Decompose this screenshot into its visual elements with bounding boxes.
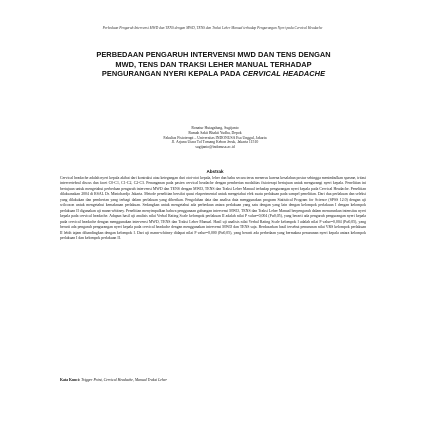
keywords-label: Kata Kunci: xyxy=(60,378,81,382)
title-line-3-emphasis: CERVICAL HEADACHE xyxy=(242,69,326,79)
author-address: Jl. Arjuna Utara Tol Tomang Kebon Jeruk, Jakarta 11510 xyxy=(171,140,259,145)
author-affiliation-hospital: Rumah Sakit Bhakti Yudha, Depok xyxy=(188,130,242,135)
abstract-heading: Abstrak xyxy=(206,169,224,174)
title-line-3: PENGURANGAN NYERI KEPALA PADA xyxy=(101,69,241,79)
author-affiliation-faculty: Fakultas Fisioterapi – Universitas INDONUSA Esa Unggul, Jakarta xyxy=(163,135,267,140)
paper-title xyxy=(46,50,381,79)
title-line-2: MWD, TENS DAN TRAKSI LEHER MANUAL TERHADAP xyxy=(115,59,312,69)
title-line-1: PERBEDAAN PENGARUH INTERVENSI MWD DAN TENS DENGAN xyxy=(96,50,331,59)
keywords-line xyxy=(60,378,366,383)
author-names: Ronatur Hutagalung, Sugijanto xyxy=(191,126,239,130)
author-block xyxy=(150,126,280,150)
keywords-text: Trigger Point, Cervical Headache, Manual Traksi Leher xyxy=(81,378,167,382)
running-head: Perbedaan Pengaruh Intervensi MWD dan TENS dengan MWD, TENS dan Traksi Leher Manual terhadap Pengurangan Nyeri pada Cervical Headache xyxy=(102,26,323,30)
abstract-body: Cervical headache adalah nyeri kepala akibat dari kontraksi atau ketegangan dari otot-otot kepala, leher dan bahu secara terus menerus karena kesalahan postur sehingga menimbulkan spasme, iritasi intervertebral discus dan facet C0-C1, C1-C2, C2-C3. Penanganan pada pasien cervical headache dengan pemberian modalitas fisioterapi bertujuan untuk mengurangi nyeri kepala. Penelitian ini bertujuan untuk mengetahui perbedaan pengaruh intervensi MWD dan TENS dengan MWD, TENS dan Traksi Leher Manual terhadap pengurangan nyeri kepala pada Cervical Headache. Penelitian dilaksanakan 2004 di RSAL Dr. Mintohardjo Jakarta. Metode penelitian bersifat quasi eksperimental untuk mengetahui efek suatu perlakuan pada sampel penelitian. Dari dua perlakuan dan seleksi yang dilakukan dan pemberian yang terbagi dalam perlakuan yang diberikan. Pengolahan data dan analisa data menggunakan program Statistical Program for Science (SPSS 12.0) dengan uji wilcoxon untuk mengetahui kemaknaan perlakuan. Sedangkan untuk mengetahui ada perbedaan antara perlakuan yang satu dengan yang lain dengan kelompok perlakuan I dengan kelompok perlakuan II digunakan uji mann-whitney. Penelitian menyimpulkan bahwa penggunaan gabungan intervensi MWD, TENS dan Traksi Leher Manual berpengaruh dalam menurunkan intensitas nyeri kepala pada cervical headache. Adapun hasil uji analisis nilai Verbal Rating Scale kelompok perlakuan II adalah nilai P value=0,004 (Pα0,05), yang berarti ada pengaruh pengurangan nyeri kepala pada cervical headache dengan menggunakan intervensi MWD, TENS dan Traksi Leher Manual. Hasil uji analisis nilai Verbal Rating Scale kelompok I adalah nilai P value=0,004 (Pα0,05), yang berarti ada pengaruh pengurangan nyeri kepala pada cervical headache dengan menggunakan intervensi MWD dan TENS saja. Berdasarkan hasil tersebut penurunan nilai VRS kelompok perlakuan II lebih tajam dibandingkan dengan kelompok I. Dari uji mann-whitney didapat nilai P value=0,000 (Pα0,05), yang berarti ada perbedaan yang bermakna penurunan nyeri kepala antara kelompok perlakuan I dan kelompok perlakuan II. xyxy=(60,176,366,241)
author-email: sugijanto@indonusa.ac.id xyxy=(195,145,235,150)
